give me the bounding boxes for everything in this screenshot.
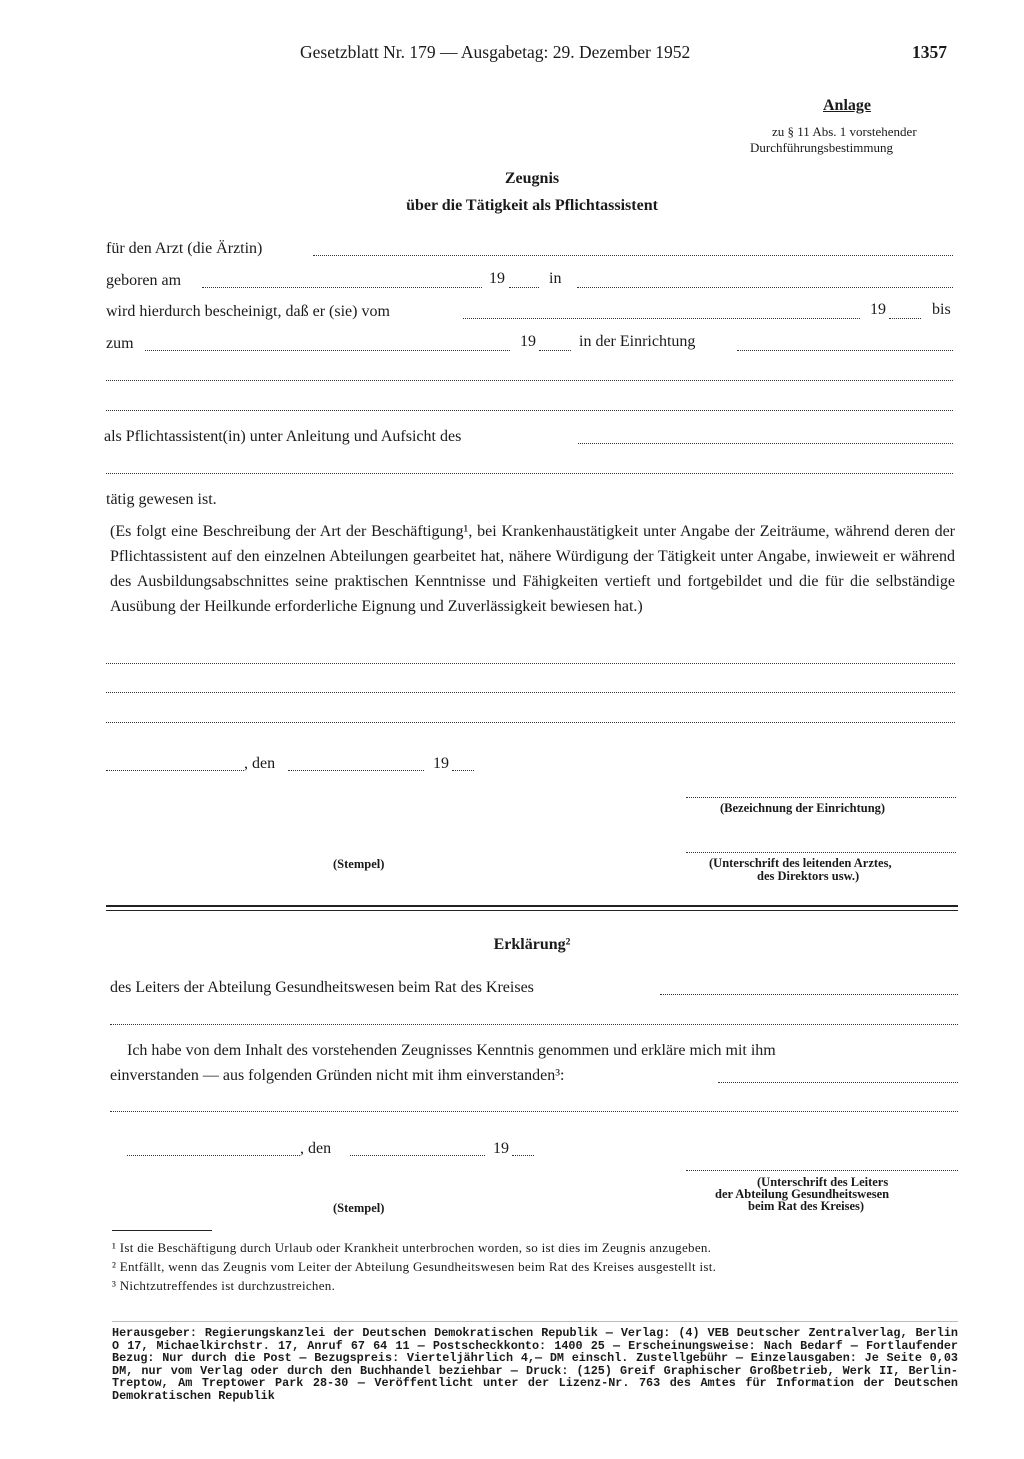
- footnote-rule: [112, 1230, 212, 1231]
- declaration-signature-3: beim Rat des Kreises): [748, 1199, 865, 1213]
- footnote-2: ² Entfällt, wenn das Zeugnis vom Leiter der Abteilung Gesundheitswesen beim Rat des Kreises ausgestellt ist.: [112, 1259, 717, 1274]
- declaration-year-field[interactable]: [512, 1155, 534, 1156]
- born-label: geboren am: [106, 272, 182, 289]
- stamp-label: (Stempel): [333, 857, 385, 871]
- statement-line-1: Ich habe von dem Inhalt des vorstehenden Zeugnisses Kenntnis genommen und erkläre mich mit ihm: [127, 1042, 776, 1059]
- to-year-field[interactable]: [539, 350, 571, 351]
- section-divider-top: [106, 905, 958, 907]
- institution-field-line-3[interactable]: [106, 410, 953, 411]
- section-divider-bottom: [106, 910, 958, 911]
- den-label: , den: [244, 755, 276, 772]
- from-date-field[interactable]: [463, 318, 860, 319]
- birth-date-field[interactable]: [202, 287, 482, 288]
- bis-label: bis: [932, 301, 951, 318]
- in-label: in: [549, 270, 562, 287]
- statement-line-2: einverstanden — aus folgenden Gründen nicht mit ihm einverstanden³:: [110, 1067, 565, 1084]
- declaration-signature-line[interactable]: [686, 1170, 958, 1171]
- declaration-place-field[interactable]: [127, 1155, 300, 1156]
- supervision-label: als Pflichtassistent(in) unter Anleitung und Aufsicht des: [104, 428, 462, 445]
- birth-place-field[interactable]: [577, 287, 953, 288]
- annex-reference-2: Durchführungsbestimmung: [750, 140, 893, 155]
- signature-line[interactable]: [686, 852, 956, 853]
- declaration-signature-1: (Unterschrift des Leiters: [757, 1175, 889, 1189]
- institution-label: in der Einrichtung: [579, 333, 696, 350]
- date-field[interactable]: [288, 770, 424, 771]
- institution-name-line[interactable]: [686, 797, 956, 798]
- page-number: 1357: [912, 42, 947, 62]
- institution-field-line-2[interactable]: [106, 380, 953, 381]
- place-field[interactable]: [106, 770, 244, 771]
- from-year-field[interactable]: [889, 318, 921, 319]
- certified-label: wird hierdurch bescheinigt, daß er (sie) vom: [106, 303, 390, 320]
- description-line-3[interactable]: [106, 722, 955, 723]
- signature-caption-1: (Unterschrift des leitenden Arztes,: [709, 856, 892, 870]
- description-line-1[interactable]: [106, 663, 955, 664]
- annex-reference-1: zu § 11 Abs. 1 vorstehender: [772, 124, 917, 139]
- footnote-1: ¹ Ist die Beschäftigung durch Urlaub oder Krankheit unterbrochen worden, so ist dies im Zeugnis anzugeben.: [112, 1240, 712, 1255]
- institution-field[interactable]: [737, 350, 953, 351]
- certificate-subtitle: über die Tätigkeit als Pflichtassistent: [406, 197, 658, 214]
- declaration-date-field[interactable]: [350, 1155, 485, 1156]
- active-label: tätig gewesen ist.: [106, 491, 217, 508]
- birth-year-prefix: 19: [489, 270, 505, 287]
- birth-year-field[interactable]: [509, 287, 539, 288]
- doctor-name-field[interactable]: [313, 255, 953, 256]
- declaration-signature-2: der Abteilung Gesundheitswesen: [715, 1187, 890, 1201]
- supervisor-field-line-2[interactable]: [106, 473, 953, 474]
- zum-label: zum: [106, 335, 134, 352]
- imprint-rule: [112, 1321, 958, 1322]
- reasons-field[interactable]: [718, 1082, 958, 1083]
- to-year-prefix: 19: [520, 333, 536, 350]
- leader-label: des Leiters der Abteilung Gesundheitswesen beim Rat des Kreises: [110, 979, 534, 996]
- district-field[interactable]: [660, 994, 958, 995]
- declaration-den-label: , den: [300, 1140, 332, 1157]
- certificate-title: Zeugnis: [504, 170, 560, 187]
- from-year-prefix: 19: [870, 301, 886, 318]
- to-date-field[interactable]: [145, 350, 510, 351]
- institution-caption: (Bezeichnung der Einrichtung): [720, 801, 886, 815]
- description-line-2[interactable]: [106, 692, 955, 693]
- declaration-year-prefix: 19: [493, 1140, 509, 1157]
- reasons-field-line-2[interactable]: [110, 1111, 958, 1112]
- date-year-prefix: 19: [433, 755, 449, 772]
- declaration-title: Erklärung²: [493, 936, 571, 953]
- supervisor-field[interactable]: [578, 443, 953, 444]
- annex-title: Anlage: [823, 97, 871, 114]
- date-year-field[interactable]: [452, 770, 474, 771]
- declaration-stamp-label: (Stempel): [333, 1201, 385, 1215]
- imprint-text: Herausgeber: Regierungskanzlei der Deutschen Demokratischen Republik — Verlag: (4) VEB Deutscher Zentralverlag, Berlin O 17, Michaelkirchstr. 17, Anruf 67 64 11 — Postscheckkonto: 1400 25 — Erscheinungsweise: Nach Bedarf — Fortlaufender Bezug: Nur durch die Post — Bezugspreis: Vierteljährlich 4,— DM einschl. Zustellgebühr — Einzelausgaben: Je Seite 0,03 DM, nur vom Verlag oder durch den Buchhandel beziehbar — Druck: (125) Greif Graphischer Großbetrieb, Werk II, Berlin-Treptow, Am Treptower Park 28-30 — Veröffentlicht unter der Lizenz-Nr. 763 des Amtes für Information der Deutschen Demokratischen Republik: [112, 1326, 958, 1403]
- doctor-label: für den Arzt (die Ärztin): [106, 240, 263, 257]
- running-header: Gesetzblatt Nr. 179 — Ausgabetag: 29. Dezember 1952: [300, 42, 691, 62]
- footnote-3: ³ Nichtzutreffendes ist durchzustreichen.: [112, 1278, 336, 1293]
- description-paragraph: (Es folgt eine Beschreibung der Art der Beschäftigung¹, bei Krankenhaustätigkeit unter Angabe der Zeiträume, während deren der Pflichtassistent auf den einzelnen Abteilungen gearbeitet hat, nähere Würdigung der Tätigkeit unter Angabe, inwieweit er während des Ausbildungsabschnittes seine praktischen Kenntnisse und Fähigkeiten vertieft und fortgebildet und die für die selbständige Ausübung der Heilkunde erforderliche Eignung und Zuverlässigkeit bewiesen hat.): [110, 523, 955, 615]
- district-field-line-2[interactable]: [110, 1024, 958, 1025]
- signature-caption-2: des Direktors usw.): [757, 869, 860, 883]
